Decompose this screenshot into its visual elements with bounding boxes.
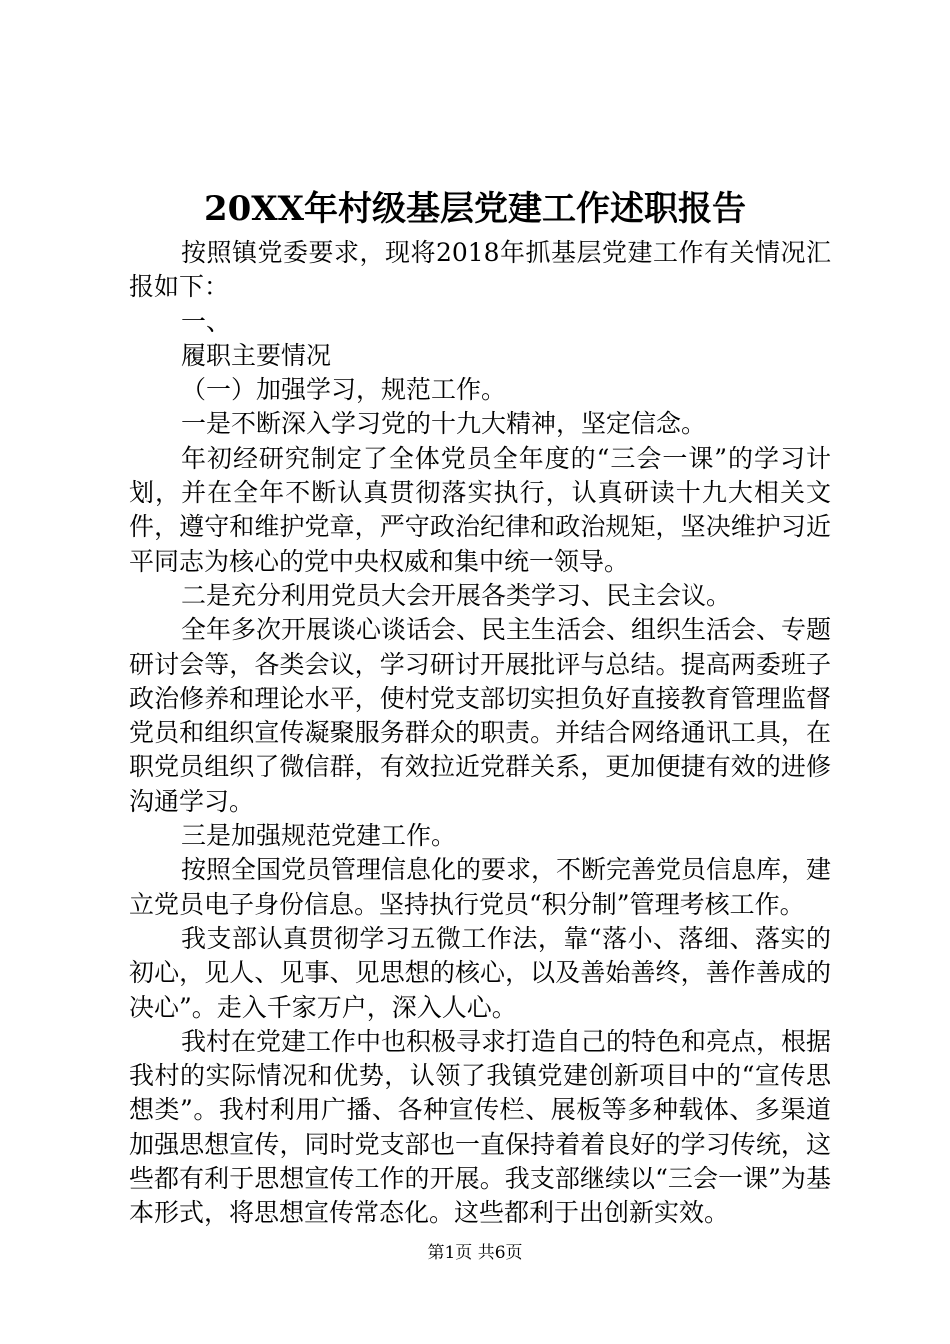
paragraph-body: 按照全国党员管理信息化的要求，不断完善党员信息库，建立党员电子身份信息。坚持执行党员“积分制”管理考核工作。 [129,855,832,919]
section-heading: 履职主要情况 [181,340,332,370]
paragraph-body: 全年多次开展谈心谈话会、民主生活会、组织生活会、专题研讨会等，各类会议，学习研讨开展批评与总结。提高两委班子政治修养和理论水平，使村党支部切实担负好直接教育管理监督党员和组织宣传凝聚服务群众的职责。并结合网络通讯工具，在职党员组织了微信群，有效拉近党群关系，更加便捷有效的进修沟通学习。 [129,615,832,816]
document-body [129,236,831,1231]
page-footer: 第1页 共6页 [427,1243,523,1263]
section-number: 一、 [181,306,232,336]
point-heading-3: 三是加强规范党建工作。 [181,821,457,851]
point-heading-1: 一是不断深入学习党的十九大精神，坚定信念。 [181,409,707,439]
point-heading-2: 二是充分利用党员大会开展各类学习、民主会议。 [181,580,732,610]
paragraph-body: 我村在党建工作中也积极寻求打造自己的特色和亮点，根据我村的实际情况和优势，认领了我镇党建创新项目中的“宣传思想类”。我村利用广播、各种宣传栏、展板等多种载体、多渠道加强思想宣传，同时党支部也一直保持着着良好的学习传统，这些都有利于思想宣传工作的开展。我支部继续以“三会一课”为基本形式，将思想宣传常态化。这些都利于出创新实效。 [129,1026,832,1228]
paragraph-intro: 按照镇党委要求，现将2018年抓基层党建工作有关情况汇报如下： [129,238,831,302]
paragraph-body: 年初经研究制定了全体党员全年度的“三会一课”的学习计划，并在全年不断认真贯彻落实执行，认真研读十九大相关文件，遵守和维护党章，严守政治纪律和政治规矩，坚决维护习近平同志为核心的党中央权威和集中统一领导。 [129,443,831,576]
document-title: 20XX年村级基层党建工作述职报告 [203,189,747,229]
paragraph-body: 我支部认真贯彻学习五微工作法，靠“落小、落细、落实的初心，见人、见事、见思想的核心，以及善始善终，善作善成的决心”。走入千家万户，深入人心。 [129,923,831,1022]
subsection-heading: （一）加强学习，规范工作。 [181,375,507,405]
